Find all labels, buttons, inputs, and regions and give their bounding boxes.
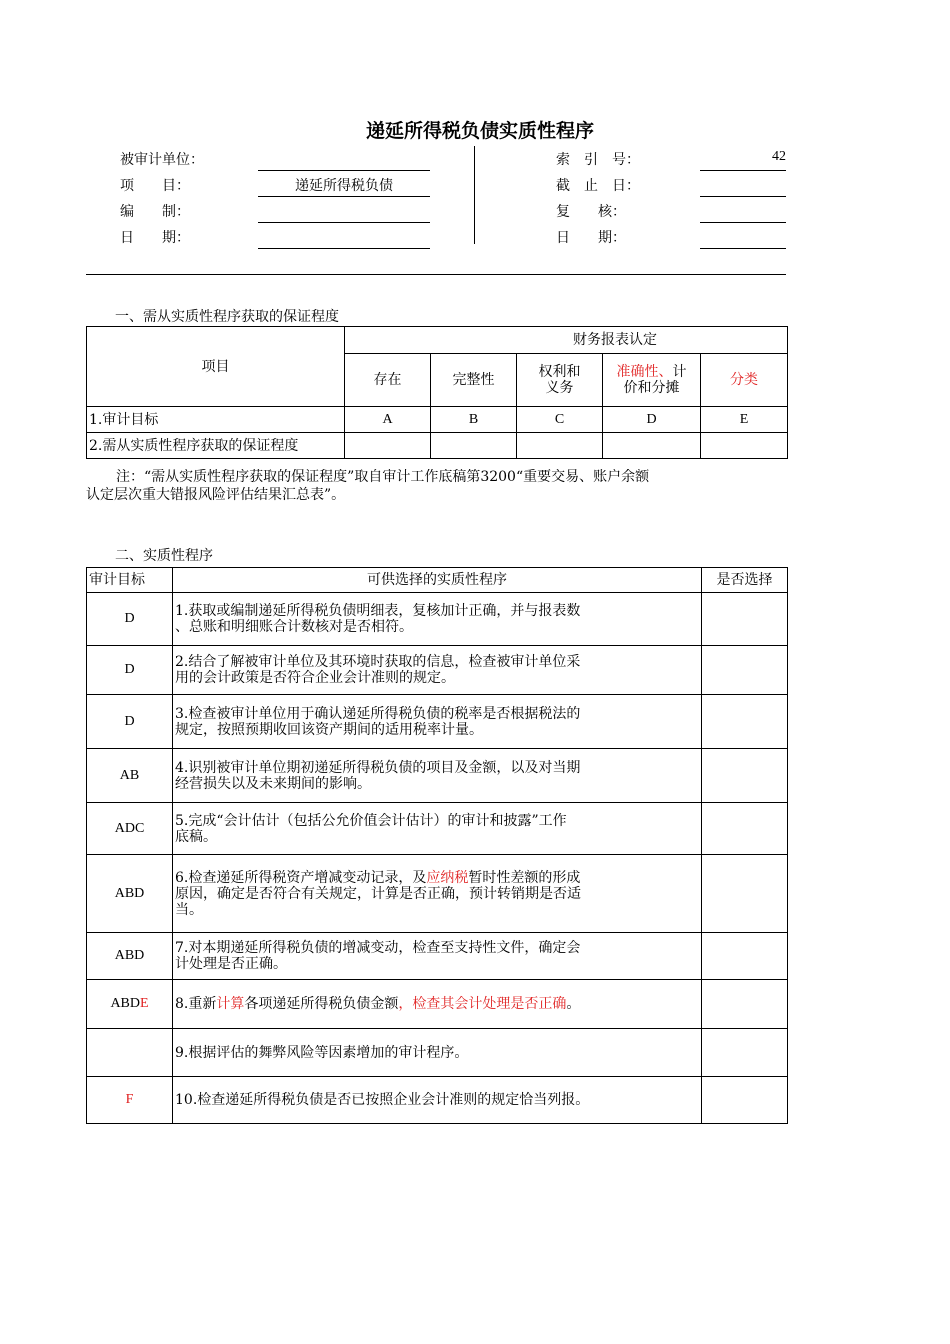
col-accuracy-black1: 计 bbox=[672, 364, 687, 380]
procedure-8-part1: 8.重新 bbox=[175, 996, 217, 1012]
col-accuracy-red: 准确性、 bbox=[616, 364, 673, 380]
index-number-field[interactable] bbox=[700, 170, 786, 171]
procedure-4-line2: 经营损失以及未来期间的影响。 bbox=[175, 775, 371, 792]
review-date-label: 日 期： bbox=[556, 230, 626, 246]
select-cell-10[interactable] bbox=[702, 1077, 788, 1124]
select-cell-7[interactable] bbox=[702, 933, 788, 980]
header-procedures: 可供选择的实质性程序 bbox=[173, 568, 702, 593]
col-rights-obligations bbox=[517, 354, 603, 407]
procedure-5-line1: 5.完成“会计估计（包括公允价值会计估计）的审计和披露”工作 bbox=[175, 812, 567, 829]
item-field[interactable] bbox=[258, 196, 430, 197]
assurance-rights-cell[interactable] bbox=[517, 433, 603, 459]
target-3: D bbox=[87, 695, 173, 749]
procedure-6-line3: 当。 bbox=[175, 901, 203, 918]
col-rights-line1: 权利和 bbox=[538, 364, 581, 380]
target-4: AB bbox=[87, 749, 173, 803]
target-2: D bbox=[87, 646, 173, 695]
procedures-table bbox=[86, 567, 788, 1124]
assurance-classification-cell[interactable] bbox=[701, 433, 788, 459]
procedure-5 bbox=[173, 803, 702, 855]
select-cell-4[interactable] bbox=[702, 749, 788, 803]
select-cell-8[interactable] bbox=[702, 980, 788, 1029]
procedure-7-line1: 7.对本期递延所得税负债的增减变动，检查至支持性文件，确定会 bbox=[175, 940, 581, 956]
col-accuracy-valuation bbox=[603, 354, 701, 407]
header-divider bbox=[474, 146, 475, 244]
assertions-group-header: 财务报表认定 bbox=[345, 327, 788, 354]
procedure-row-5 bbox=[87, 803, 788, 855]
procedure-8-part2: 计算 bbox=[216, 996, 245, 1012]
audited-entity-label: 被审计单位： bbox=[120, 152, 204, 168]
procedure-4-line1: 4.识别被审计单位期初递延所得税负债的项目及金额，以及对当期 bbox=[175, 759, 581, 776]
objective-b: B bbox=[431, 407, 517, 433]
procedure-9: 9.根据评估的舞弊风险等因素增加的审计程序。 bbox=[173, 1029, 702, 1077]
select-cell-9[interactable] bbox=[702, 1029, 788, 1077]
procedure-2-line2: 用的会计政策是否符合企业会计准则的规定。 bbox=[175, 670, 455, 686]
procedure-row-8 bbox=[87, 980, 788, 1029]
procedure-1-line1: 1.获取或编制递延所得税负债明细表，复核加计正确，并与报表数 bbox=[175, 603, 581, 619]
index-number-value: 42 bbox=[772, 149, 786, 164]
prepared-date-label: 日 期： bbox=[120, 230, 190, 246]
select-cell-6[interactable] bbox=[702, 855, 788, 933]
assurance-table bbox=[86, 326, 788, 459]
procedure-1 bbox=[173, 593, 702, 646]
target-5: ADC bbox=[87, 803, 173, 855]
procedure-row-1 bbox=[87, 593, 788, 646]
select-cell-3[interactable] bbox=[702, 695, 788, 749]
procedure-row-4 bbox=[87, 749, 788, 803]
procedure-8 bbox=[173, 980, 702, 1029]
procedure-row-6 bbox=[87, 855, 788, 933]
col-accuracy-line2: 价和分摊 bbox=[623, 380, 680, 396]
select-cell-2[interactable] bbox=[702, 646, 788, 695]
reviewed-by-label: 复 核： bbox=[556, 204, 626, 220]
header-separator bbox=[86, 274, 786, 275]
header-audit-target: 审计目标 bbox=[87, 568, 173, 593]
procedure-3-line2: 规定，按照预期收回该资产期间的适用税率计量。 bbox=[175, 721, 483, 738]
col-completeness: 完整性 bbox=[431, 354, 517, 407]
note-text-1: 注：“需从实质性程序获取的保证程度”取自审计工作底稿第3200“重要交易、账户余额 bbox=[116, 469, 650, 485]
target-6: ABD bbox=[87, 855, 173, 933]
item-value: 递延所得税负债 bbox=[295, 178, 393, 194]
target-10: F bbox=[87, 1077, 173, 1124]
procedure-6 bbox=[173, 855, 702, 933]
procedure-2 bbox=[173, 646, 702, 695]
cutoff-date-field[interactable] bbox=[700, 196, 786, 197]
procedure-8-part3: 各项递延所得税负债金额 bbox=[244, 996, 399, 1012]
procedure-8-part5: 。 bbox=[566, 996, 581, 1012]
procedure-6-line1b: 暂时性差额的形成 bbox=[468, 869, 581, 886]
procedure-8-part4: ，检查其会计处理是否正确 bbox=[398, 996, 567, 1012]
header-selected: 是否选择 bbox=[702, 568, 788, 593]
prepared-by-field[interactable] bbox=[258, 222, 430, 223]
item-header: 项目 bbox=[87, 327, 345, 407]
procedure-7-line2: 计处理是否正确。 bbox=[175, 956, 287, 972]
prepared-by-label: 编 制： bbox=[120, 204, 190, 220]
assurance-existence-cell[interactable] bbox=[345, 433, 431, 459]
objective-c: C bbox=[517, 407, 603, 433]
note-line2: 认定层次重大错报风险评估结果汇总表”。 bbox=[86, 487, 346, 503]
note-line1 bbox=[86, 469, 786, 486]
row-assurance-level-label: 2.需从实质性程序获取的保证程度 bbox=[87, 433, 345, 459]
procedure-7 bbox=[173, 933, 702, 980]
procedure-5-line2: 底稿。 bbox=[175, 828, 217, 845]
section2-title: 二、实质性程序 bbox=[115, 548, 213, 564]
page-title: 递延所得税负债实质性程序 bbox=[365, 120, 594, 142]
prepared-date-field[interactable] bbox=[258, 248, 430, 249]
target-9 bbox=[87, 1029, 173, 1077]
row-audit-objective-label: 1.审计目标 bbox=[87, 407, 345, 433]
procedure-4 bbox=[173, 749, 702, 803]
select-cell-5[interactable] bbox=[702, 803, 788, 855]
procedure-6-line1a: 6.检查递延所得税资产增减变动记录，及 bbox=[175, 869, 427, 886]
procedure-row-3 bbox=[87, 695, 788, 749]
target-1: D bbox=[87, 593, 173, 646]
reviewed-by-field[interactable] bbox=[700, 222, 786, 223]
item-label: 项 目： bbox=[120, 178, 190, 194]
audited-entity-field[interactable] bbox=[258, 170, 430, 171]
assurance-accuracy-cell[interactable] bbox=[603, 433, 701, 459]
procedure-row-10 bbox=[87, 1077, 788, 1124]
procedure-row-9 bbox=[87, 1029, 788, 1077]
index-number-label: 索 引 号： bbox=[556, 152, 640, 168]
procedure-6-line1-red: 应纳税 bbox=[426, 869, 469, 886]
col-existence: 存在 bbox=[345, 354, 431, 407]
objective-e: E bbox=[701, 407, 788, 433]
procedure-6-line2: 原因，确定是否符合有关规定，计算是否正确，预计转销期是否适 bbox=[175, 885, 581, 902]
col-classification: 分类 bbox=[701, 354, 788, 407]
review-date-field[interactable] bbox=[700, 248, 786, 249]
assurance-completeness-cell[interactable] bbox=[431, 433, 517, 459]
target-8-black: ABD bbox=[110, 996, 140, 1011]
select-cell-1[interactable] bbox=[702, 593, 788, 646]
target-8 bbox=[87, 980, 173, 1029]
procedure-3-line1: 3.检查被审计单位用于确认递延所得税负债的税率是否根据税法的 bbox=[175, 705, 581, 722]
procedure-1-line2: 、总账和明细账合计数核对是否相符。 bbox=[175, 619, 413, 635]
objective-d: D bbox=[603, 407, 701, 433]
procedure-10: 10.检查递延所得税负债是否已按照企业会计准则的规定恰当列报。 bbox=[173, 1077, 702, 1124]
target-8-red: E bbox=[140, 996, 149, 1011]
procedure-row-2 bbox=[87, 646, 788, 695]
cutoff-date-label: 截 止 日： bbox=[556, 178, 640, 194]
objective-a: A bbox=[345, 407, 431, 433]
procedure-row-7 bbox=[87, 933, 788, 980]
procedure-2-line1: 2.结合了解被审计单位及其环境时获取的信息，检查被审计单位采 bbox=[175, 654, 581, 670]
section1-title: 一、需从实质性程序获取的保证程度 bbox=[115, 309, 339, 325]
col-rights-line2: 义务 bbox=[545, 380, 574, 396]
procedure-3 bbox=[173, 695, 702, 749]
target-7: ABD bbox=[87, 933, 173, 980]
